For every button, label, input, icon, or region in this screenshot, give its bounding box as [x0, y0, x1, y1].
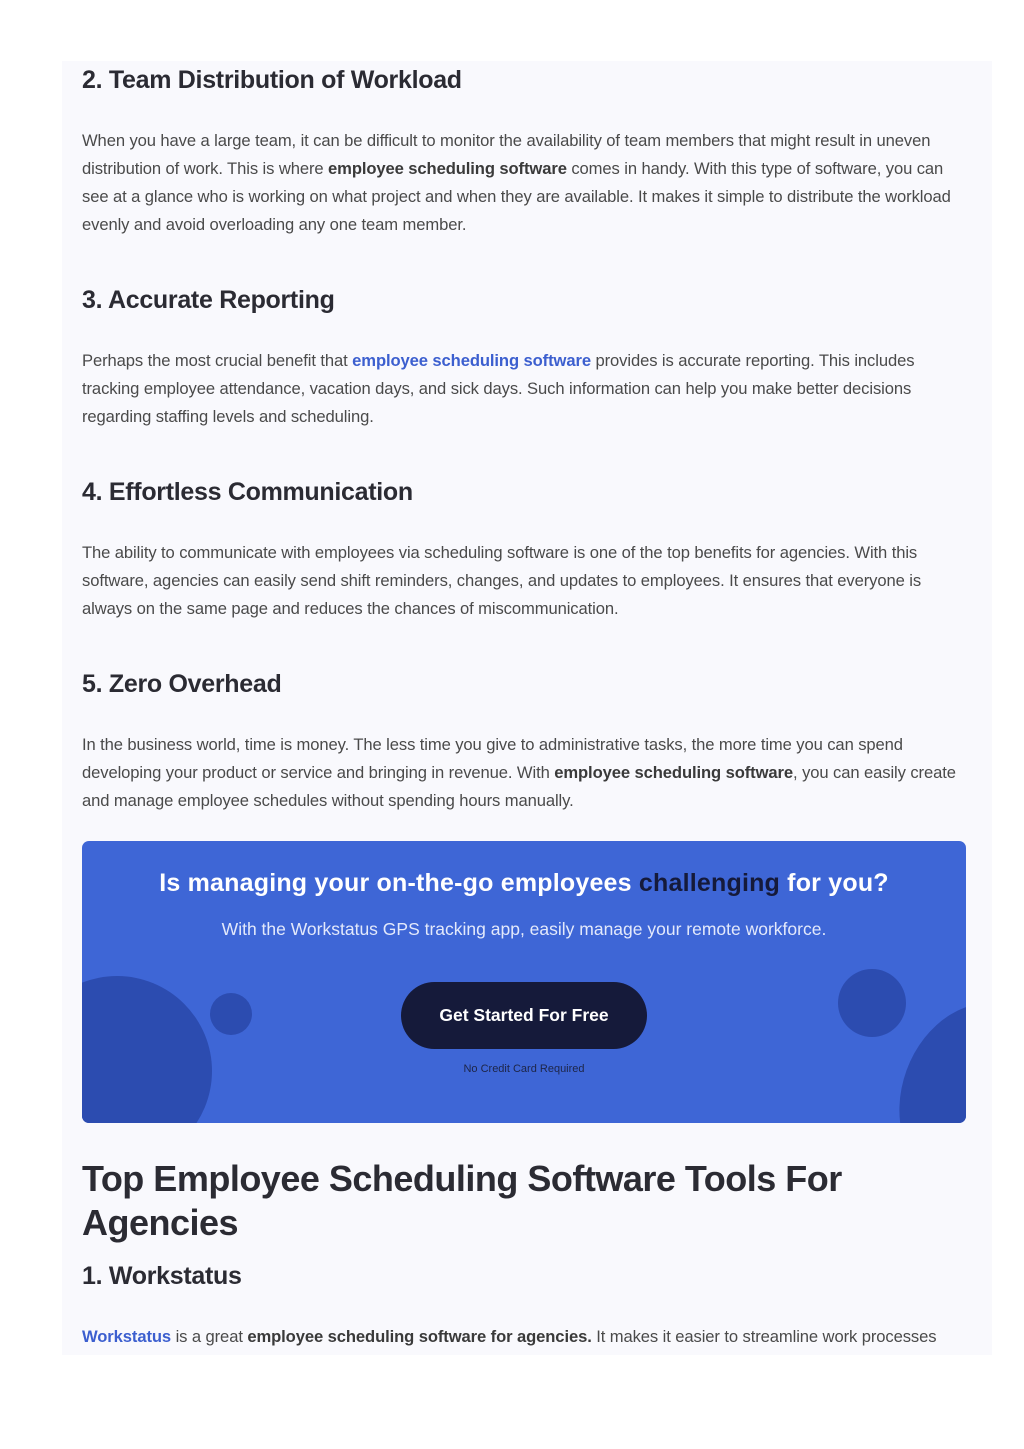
tools-heading: Top Employee Scheduling Software Tools For Agencies — [82, 1158, 842, 1243]
banner-title-text: Is managing your on-the-go employees — [159, 869, 639, 897]
tool-heading-workstatus: 1. Workstatus — [82, 1262, 242, 1290]
section-body-reporting — [82, 347, 967, 431]
banner-title-highlight: challenging — [638, 869, 781, 897]
article-panel — [62, 61, 992, 1355]
text-run: comes in handy. With this type of software, you can see at a glance who is working on what project and when they are available. It makes it simple to distribute the workload evenly and avoid overloading any one team member. — [82, 159, 951, 234]
keyword-bold: employee scheduling software — [554, 763, 794, 782]
keyword-bold: employee scheduling software — [328, 159, 567, 178]
text-run: In the business world, time is money. The less time you give to administrative tasks, the more time you can spend developing your product or service and bringing in revenue. With — [82, 735, 903, 782]
text-run: is a great — [171, 1327, 248, 1346]
tool-body-workstatus — [82, 1323, 936, 1351]
text-run: Perhaps the most crucial benefit that — [82, 351, 353, 370]
text-run: The ability to communicate with employees via scheduling software is one of the top benefits for agencies. With this software, agencies can easily send shift reminders, changes, and updates to employees. It ensures that everyone is always on the same page and reduces the chances of miscommunication. — [82, 543, 922, 618]
keyword-bold: employee scheduling software for agencies. — [247, 1327, 592, 1346]
no-credit-card-note: No Credit Card Required — [463, 1063, 585, 1075]
inline-link[interactable]: employee scheduling software — [352, 351, 591, 370]
decor-circle-small — [210, 993, 252, 1035]
text-run: , you can easily create and manage employee schedules without spending hours manually. — [82, 763, 956, 810]
section-heading-workload: 2. Team Distribution of Workload — [82, 66, 462, 94]
section-heading-reporting: 3. Accurate Reporting — [82, 286, 335, 314]
text-run: When you have a large team, it can be difficult to monitor the availability of team members that might result in uneven distribution of work. This is where — [82, 131, 931, 178]
get-started-button[interactable]: Get Started For Free — [401, 982, 647, 1049]
banner-subtitle: With the Workstatus GPS tracking app, easily manage your remote workforce. — [221, 919, 827, 939]
section-body-workload — [82, 127, 967, 239]
banner-title-end: for you? — [780, 869, 889, 897]
text-run: It makes it easier to streamline work processes — [591, 1327, 937, 1346]
decor-circle-left — [82, 976, 212, 1123]
promo-banner[interactable] — [82, 841, 966, 1123]
banner-title — [82, 869, 966, 898]
section-body-communication — [82, 539, 967, 623]
section-heading-overhead: 5. Zero Overhead — [82, 670, 282, 698]
inline-link[interactable]: Workstatus — [82, 1327, 172, 1346]
section-heading-communication: 4. Effortless Communication — [82, 478, 413, 506]
section-body-overhead — [82, 731, 967, 815]
text-run: provides is accurate reporting. This includes tracking employee attendance, vacation days, and sick days. Such information can help you make better decisions regarding staffing levels and scheduling. — [82, 351, 915, 426]
decor-circle-right — [838, 969, 906, 1037]
